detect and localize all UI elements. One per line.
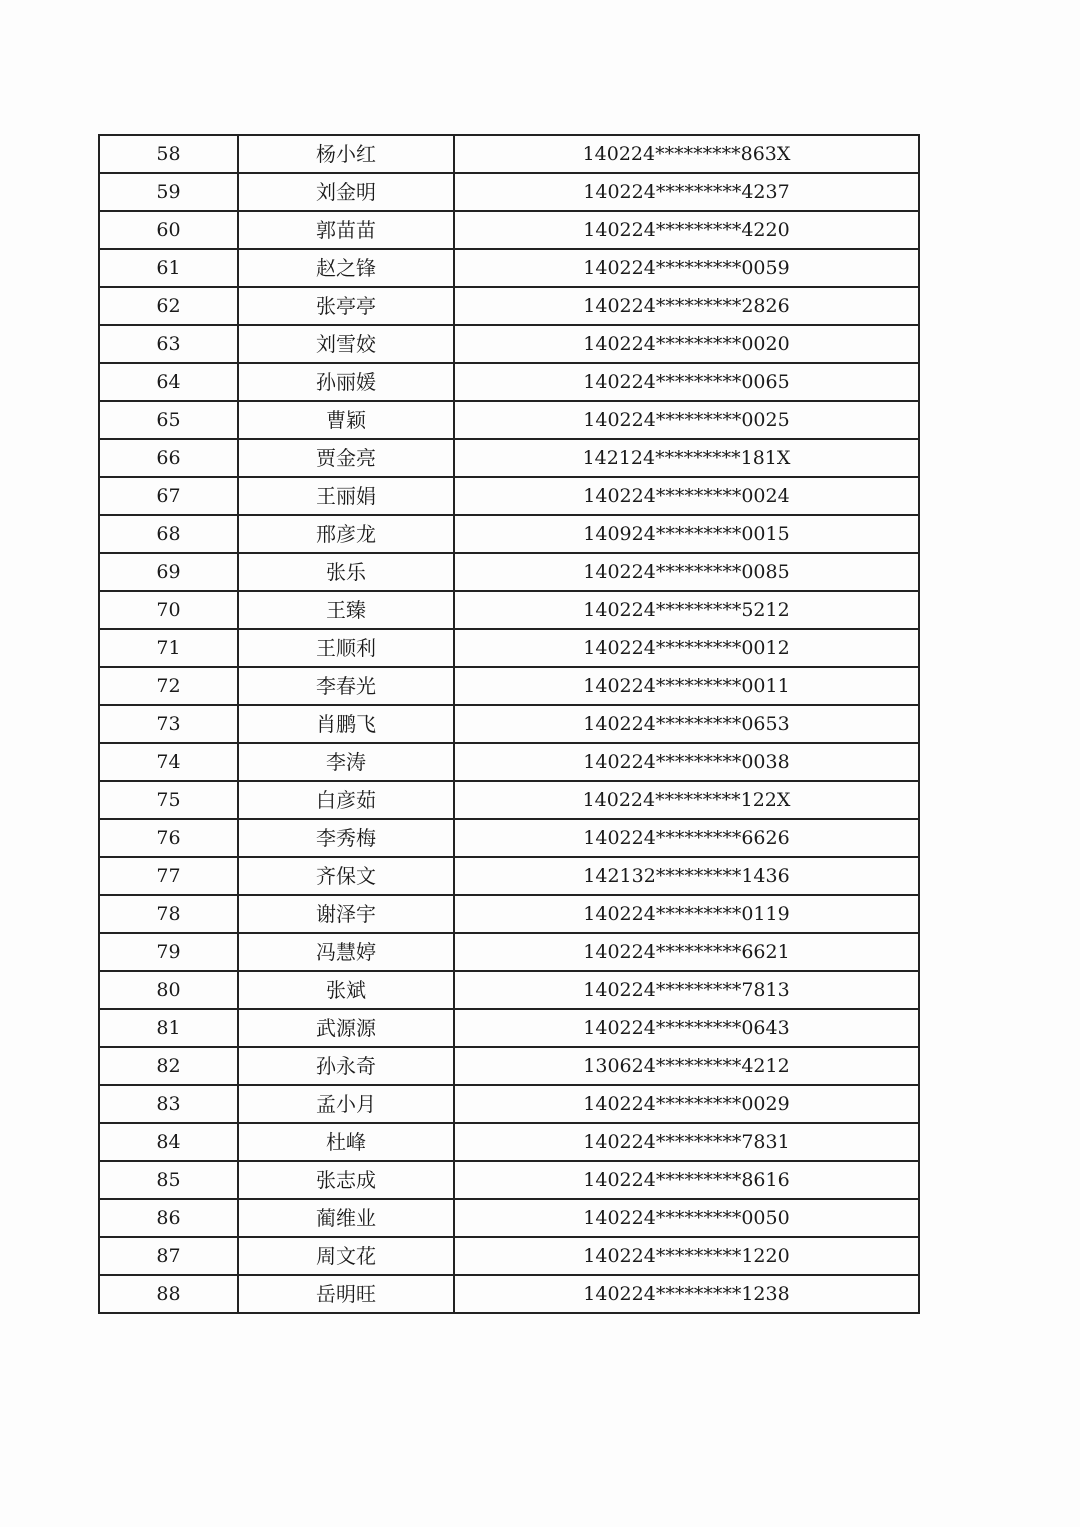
- name-cell: 王顺利: [238, 629, 454, 667]
- table-row: [99, 933, 919, 971]
- id-number-cell: 140224*********863X: [454, 135, 919, 173]
- table-row: [99, 135, 919, 173]
- table-row: [99, 743, 919, 781]
- table-row: [99, 1085, 919, 1123]
- roster-table-body: [99, 135, 919, 1313]
- id-number-cell: 140224*********0012: [454, 629, 919, 667]
- name-cell: 张亭亭: [238, 287, 454, 325]
- id-number-cell: 140224*********4220: [454, 211, 919, 249]
- row-number-cell: 61: [99, 249, 238, 287]
- id-number-cell: 140224*********6621: [454, 933, 919, 971]
- id-number-cell: 140224*********7813: [454, 971, 919, 1009]
- table-row: [99, 629, 919, 667]
- row-number-cell: 77: [99, 857, 238, 895]
- table-row: [99, 173, 919, 211]
- id-number-cell: 140224*********1238: [454, 1275, 919, 1313]
- roster-table: [98, 134, 920, 1314]
- table-row: [99, 1161, 919, 1199]
- table-row: [99, 1275, 919, 1313]
- row-number-cell: 72: [99, 667, 238, 705]
- table-row: [99, 1123, 919, 1161]
- id-number-cell: 140224*********4237: [454, 173, 919, 211]
- name-cell: 蔺维业: [238, 1199, 454, 1237]
- name-cell: 刘雪姣: [238, 325, 454, 363]
- name-cell: 张斌: [238, 971, 454, 1009]
- name-cell: 李秀梅: [238, 819, 454, 857]
- id-number-cell: 140224*********0024: [454, 477, 919, 515]
- table-row: [99, 667, 919, 705]
- row-number-cell: 79: [99, 933, 238, 971]
- name-cell: 邢彦龙: [238, 515, 454, 553]
- table-row: [99, 591, 919, 629]
- table-row: [99, 553, 919, 591]
- id-number-cell: 140224*********2826: [454, 287, 919, 325]
- row-number-cell: 88: [99, 1275, 238, 1313]
- row-number-cell: 73: [99, 705, 238, 743]
- id-number-cell: 140224*********0119: [454, 895, 919, 933]
- name-cell: 杜峰: [238, 1123, 454, 1161]
- table-row: [99, 439, 919, 477]
- id-number-cell: 140224*********0038: [454, 743, 919, 781]
- row-number-cell: 64: [99, 363, 238, 401]
- name-cell: 肖鹏飞: [238, 705, 454, 743]
- name-cell: 王丽娟: [238, 477, 454, 515]
- id-number-cell: 140224*********0059: [454, 249, 919, 287]
- name-cell: 赵之锋: [238, 249, 454, 287]
- name-cell: 张乐: [238, 553, 454, 591]
- name-cell: 岳明旺: [238, 1275, 454, 1313]
- row-number-cell: 87: [99, 1237, 238, 1275]
- table-row: [99, 515, 919, 553]
- table-row: [99, 363, 919, 401]
- row-number-cell: 68: [99, 515, 238, 553]
- name-cell: 周文花: [238, 1237, 454, 1275]
- table-row: [99, 287, 919, 325]
- row-number-cell: 76: [99, 819, 238, 857]
- name-cell: 刘金明: [238, 173, 454, 211]
- table-row: [99, 819, 919, 857]
- table-row: [99, 705, 919, 743]
- name-cell: 齐保文: [238, 857, 454, 895]
- table-row: [99, 1199, 919, 1237]
- table-row: [99, 401, 919, 439]
- table-row: [99, 211, 919, 249]
- row-number-cell: 85: [99, 1161, 238, 1199]
- id-number-cell: 140924*********0015: [454, 515, 919, 553]
- name-cell: 武源源: [238, 1009, 454, 1047]
- row-number-cell: 58: [99, 135, 238, 173]
- name-cell: 白彦茹: [238, 781, 454, 819]
- row-number-cell: 74: [99, 743, 238, 781]
- name-cell: 曹颖: [238, 401, 454, 439]
- row-number-cell: 81: [99, 1009, 238, 1047]
- id-number-cell: 140224*********1220: [454, 1237, 919, 1275]
- id-number-cell: 140224*********122X: [454, 781, 919, 819]
- id-number-cell: 140224*********0050: [454, 1199, 919, 1237]
- id-number-cell: 130624*********4212: [454, 1047, 919, 1085]
- row-number-cell: 78: [99, 895, 238, 933]
- table-row: [99, 895, 919, 933]
- row-number-cell: 67: [99, 477, 238, 515]
- table-row: [99, 971, 919, 1009]
- row-number-cell: 66: [99, 439, 238, 477]
- table-row: [99, 1009, 919, 1047]
- row-number-cell: 84: [99, 1123, 238, 1161]
- id-number-cell: 140224*********0011: [454, 667, 919, 705]
- name-cell: 李涛: [238, 743, 454, 781]
- row-number-cell: 75: [99, 781, 238, 819]
- row-number-cell: 80: [99, 971, 238, 1009]
- row-number-cell: 69: [99, 553, 238, 591]
- row-number-cell: 63: [99, 325, 238, 363]
- id-number-cell: 142132*********1436: [454, 857, 919, 895]
- name-cell: 贾金亮: [238, 439, 454, 477]
- id-number-cell: 140224*********7831: [454, 1123, 919, 1161]
- name-cell: 王臻: [238, 591, 454, 629]
- name-cell: 孙丽媛: [238, 363, 454, 401]
- row-number-cell: 83: [99, 1085, 238, 1123]
- id-number-cell: 142124*********181X: [454, 439, 919, 477]
- id-number-cell: 140224*********0085: [454, 553, 919, 591]
- table-row: [99, 1047, 919, 1085]
- id-number-cell: 140224*********0643: [454, 1009, 919, 1047]
- table-row: [99, 249, 919, 287]
- row-number-cell: 70: [99, 591, 238, 629]
- table-row: [99, 781, 919, 819]
- row-number-cell: 60: [99, 211, 238, 249]
- id-number-cell: 140224*********0065: [454, 363, 919, 401]
- name-cell: 孙永奇: [238, 1047, 454, 1085]
- id-number-cell: 140224*********6626: [454, 819, 919, 857]
- id-number-cell: 140224*********0025: [454, 401, 919, 439]
- name-cell: 谢泽宇: [238, 895, 454, 933]
- name-cell: 李春光: [238, 667, 454, 705]
- id-number-cell: 140224*********0029: [454, 1085, 919, 1123]
- table-row: [99, 477, 919, 515]
- table-row: [99, 325, 919, 363]
- row-number-cell: 59: [99, 173, 238, 211]
- table-row: [99, 1237, 919, 1275]
- id-number-cell: 140224*********8616: [454, 1161, 919, 1199]
- row-number-cell: 71: [99, 629, 238, 667]
- row-number-cell: 82: [99, 1047, 238, 1085]
- id-number-cell: 140224*********5212: [454, 591, 919, 629]
- id-number-cell: 140224*********0653: [454, 705, 919, 743]
- name-cell: 张志成: [238, 1161, 454, 1199]
- id-number-cell: 140224*********0020: [454, 325, 919, 363]
- table-row: [99, 857, 919, 895]
- name-cell: 杨小红: [238, 135, 454, 173]
- row-number-cell: 65: [99, 401, 238, 439]
- name-cell: 郭苗苗: [238, 211, 454, 249]
- name-cell: 冯慧婷: [238, 933, 454, 971]
- row-number-cell: 86: [99, 1199, 238, 1237]
- name-cell: 孟小月: [238, 1085, 454, 1123]
- row-number-cell: 62: [99, 287, 238, 325]
